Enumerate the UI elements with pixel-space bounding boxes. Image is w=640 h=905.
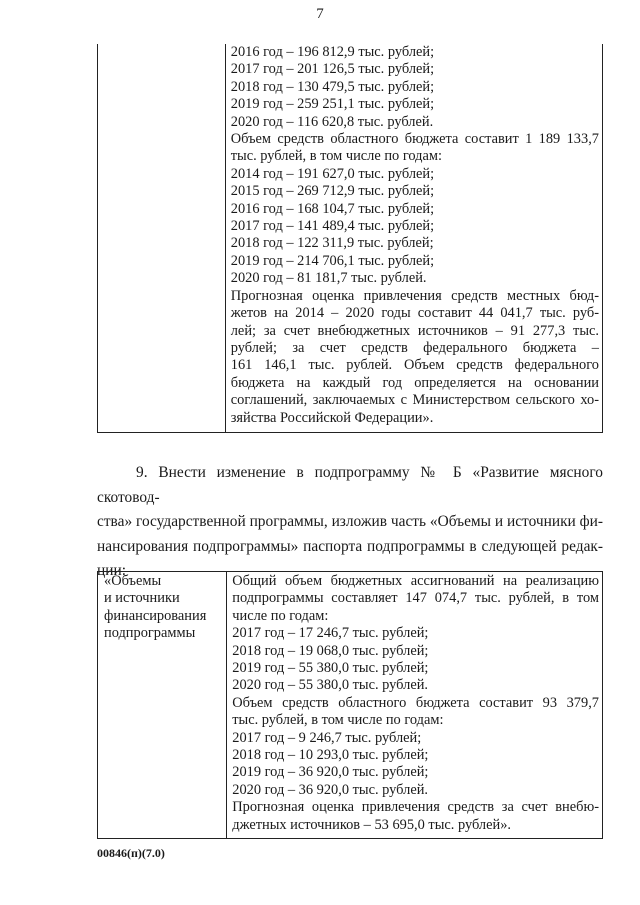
text-line: 2020 год – 55 380,0 тыс. рублей.	[232, 677, 429, 694]
text-line: Прогнозная оценка привлечения средств местных бюд-	[230, 287, 599, 304]
label-line: и источники	[104, 590, 180, 607]
subprogram-funding-table	[97, 571, 603, 839]
text-line: 2017 год – 9 246,7 тыс. рублей;	[232, 729, 422, 746]
text-line: 2019 год – 55 380,0 тыс. рублей;	[232, 660, 429, 677]
text-line: 2016 год – 168 104,7 тыс. рублей;	[230, 200, 435, 217]
text-line: 2014 год – 191 627,0 тыс. рублей;	[230, 165, 435, 182]
text-line: подпрограммы составляет 147 074,7 тыс. рублей, в том	[232, 590, 599, 607]
text-line: числе по годам:	[232, 607, 329, 624]
funding-table-continued	[97, 44, 603, 433]
text-line: 2020 год – 81 181,7 тыс. рублей.	[230, 270, 427, 287]
text-line: 2019 год – 259 251,1 тыс. рублей;	[230, 96, 435, 113]
text-line: 2017 год – 17 246,7 тыс. рублей;	[232, 625, 429, 642]
text-line: 2015 год – 269 712,9 тыс. рублей;	[230, 183, 435, 200]
amendment-paragraph	[97, 461, 603, 584]
text-line: бюджета на каждый год определяется на основании	[230, 374, 599, 391]
text-line: 2019 год – 36 920,0 тыс. рублей;	[232, 764, 429, 781]
document-code: 00846(п)(7.0)	[97, 846, 165, 860]
text-line: 2017 год – 141 489,4 тыс. рублей;	[230, 218, 435, 235]
text-line: 2018 год – 130 479,5 тыс. рублей;	[230, 78, 435, 95]
text-line: зяйства Российской Федерации».	[230, 409, 434, 426]
paragraph-line: ства» государственной программы, изложив часть «Объемы и источники фи-	[97, 513, 603, 530]
text-line: Объем средств областного бюджета составит 1 189 133,7	[230, 131, 599, 148]
table-row	[98, 572, 603, 839]
text-line: джетных источников – 53 695,0 тыс. рублей».	[232, 816, 511, 833]
text-line: 2018 год – 10 293,0 тыс. рублей;	[232, 747, 429, 764]
text-line: 2017 год – 201 126,5 тыс. рублей;	[230, 61, 435, 78]
funding-details-cell	[227, 572, 603, 839]
text-line: лей; за счет внебюджетных источников – 91 277,3 тыс.	[230, 322, 599, 339]
page-number: 7	[316, 6, 324, 22]
text-line: 2020 год – 36 920,0 тыс. рублей.	[232, 781, 429, 798]
text-line: 2016 год – 196 812,9 тыс. рублей;	[230, 44, 435, 60]
label-line: «Объемы	[104, 573, 162, 589]
paragraph-line: 9. Внести изменение в подпрограмму № Б «Развитие мясного скотовод-	[97, 464, 603, 506]
text-line: соглашений, заключаемых с Министерством сельского хо-	[230, 392, 599, 409]
table-row	[98, 44, 603, 432]
text-line: тыс. рублей, в том числе по годам:	[232, 712, 444, 729]
text-line: 2020 год – 116 620,8 тыс. рублей.	[230, 113, 434, 130]
label-cell	[98, 572, 227, 839]
text-line: тыс. рублей, в том числе по годам:	[230, 148, 442, 165]
text-line: Общий объем бюджетных ассигнований на реализацию	[232, 573, 599, 589]
text-line: рублей; за счет средств федерального бюджета –	[230, 339, 599, 356]
text-line: 2018 год – 122 311,9 тыс. рублей;	[230, 235, 434, 252]
label-line: финансирования	[104, 607, 207, 624]
label-cell-empty	[98, 44, 226, 432]
text-line: 2018 год – 19 068,0 тыс. рублей;	[232, 642, 429, 659]
label-line: подпрограммы	[104, 625, 196, 642]
text-line: 161 146,1 тыс. рублей. Объем средств федерального	[230, 357, 599, 374]
paragraph-line: ции:	[97, 562, 126, 579]
paragraph-line: нансирования подпрограммы» паспорта подпрограммы в следующей редак-	[97, 537, 603, 555]
text-line: Прогнозная оценка привлечения средств за счет внебю-	[232, 799, 599, 816]
text-line: Объем средств областного бюджета составит 93 379,7	[232, 694, 599, 711]
text-line: жетов на 2014 – 2020 годы составит 44 041,7 тыс. руб-	[230, 305, 599, 322]
text-line: 2019 год – 214 706,1 тыс. рублей;	[230, 252, 435, 269]
funding-details-cell	[225, 44, 602, 432]
